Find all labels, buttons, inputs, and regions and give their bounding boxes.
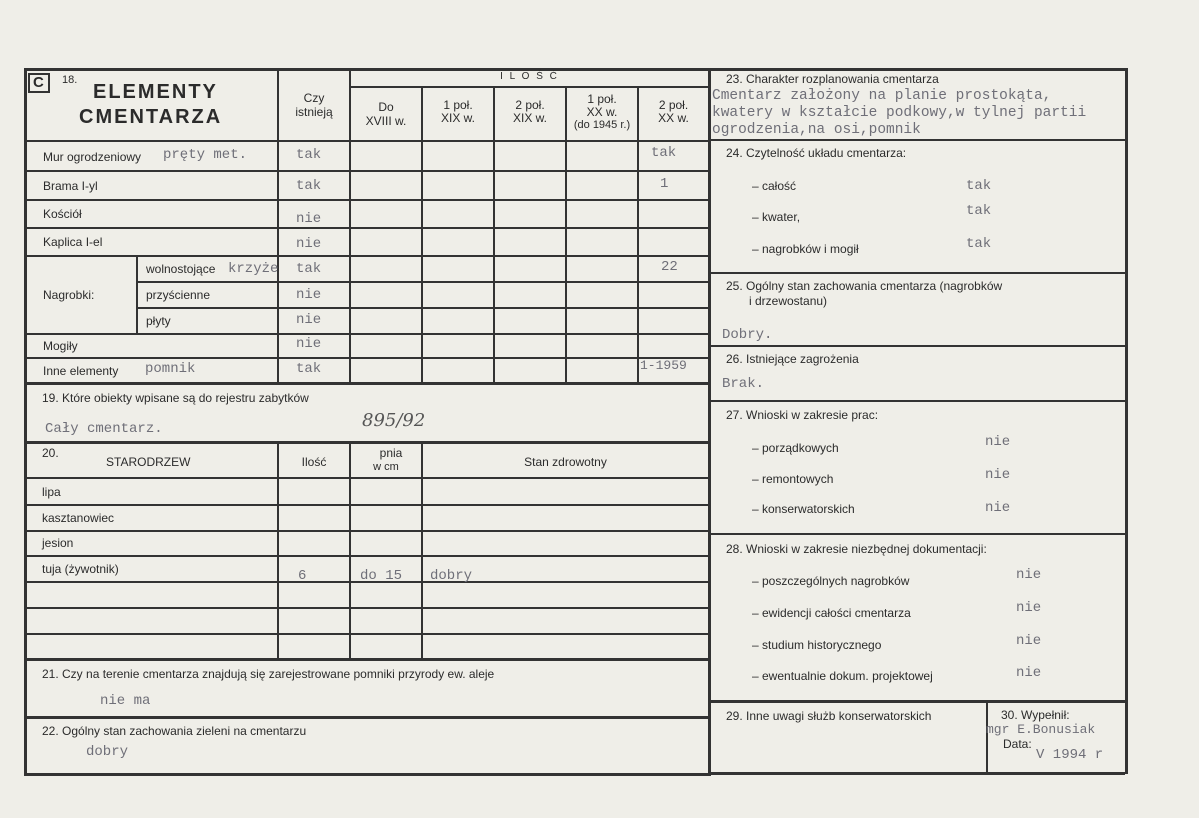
section-30-label: 30. Wypełnił: bbox=[1001, 708, 1070, 722]
section-21-value: nie ma bbox=[100, 693, 151, 709]
typed-mur-czy: tak bbox=[296, 147, 322, 163]
row-label-inne: Inne elementy bbox=[43, 364, 119, 378]
period-label: XX w. bbox=[586, 105, 618, 119]
grid-line bbox=[25, 658, 709, 661]
section-27-label: 27. Wnioski w zakresie prac: bbox=[726, 408, 879, 422]
section-27-item: – remontowych bbox=[752, 472, 834, 486]
period-label: 1 poł. bbox=[587, 92, 617, 106]
frame-middle bbox=[708, 68, 711, 776]
typed-wolno-czy: tak bbox=[296, 261, 322, 277]
grid-line bbox=[25, 199, 709, 201]
tree-name: tuja (żywotnik) bbox=[42, 562, 119, 576]
section-19-handwritten-number: 895/92 bbox=[362, 410, 426, 431]
typed-brama-czy: tak bbox=[296, 178, 322, 194]
grid-line bbox=[710, 700, 1126, 703]
section-28-item: – ewentualnie dokum. projektowej bbox=[752, 669, 933, 683]
section-28-value: nie bbox=[1016, 665, 1042, 681]
section-25-label-line1: 25. Ogólny stan zachowania cmentarza (nagrobków bbox=[726, 279, 1003, 293]
row-label-przyscienne: przyścienne bbox=[146, 288, 211, 302]
grid-line bbox=[350, 86, 709, 88]
frame-left bbox=[24, 68, 27, 776]
grid-line bbox=[25, 255, 709, 257]
grid-line bbox=[25, 530, 709, 532]
grid-line bbox=[25, 357, 709, 359]
section-27-value: nie bbox=[985, 434, 1011, 450]
section-27-value: nie bbox=[985, 500, 1011, 516]
section-30-date-label: Data: bbox=[1003, 737, 1032, 751]
row-label-brama: Brama I-yl bbox=[43, 179, 98, 193]
typed-mur-2pol: tak bbox=[651, 145, 677, 161]
grid-line bbox=[25, 633, 709, 635]
typed-mur-note: pręty met. bbox=[163, 147, 248, 163]
section-18-title-line1: ELEMENTY bbox=[93, 81, 218, 103]
section-20-col-wcm: w cm bbox=[373, 461, 399, 473]
section-23-line1: Cmentarz założony na planie prostokąta, bbox=[712, 88, 1052, 104]
grid-line bbox=[637, 87, 639, 384]
grid-line bbox=[25, 477, 709, 479]
typed-kaplica-czy: nie bbox=[296, 236, 322, 252]
section-20-col-stan: Stan zdrowotny bbox=[524, 455, 607, 469]
row-label-mogily: Mogiły bbox=[43, 339, 78, 353]
typed-tuja-stan: dobry bbox=[430, 568, 473, 584]
grid-line bbox=[25, 716, 709, 719]
section-24-item: – kwater, bbox=[752, 210, 801, 224]
tree-name: lipa bbox=[42, 485, 61, 499]
typed-przys-czy: nie bbox=[296, 287, 322, 303]
corner-letter: C bbox=[33, 74, 44, 91]
section-28-item: – studium historycznego bbox=[752, 638, 882, 652]
section-23-label: 23. Charakter rozplanowania cmentarza bbox=[726, 72, 939, 86]
section-24-value: tak bbox=[966, 178, 992, 194]
period-label: XIX w. bbox=[440, 111, 475, 125]
header-istnieja: istnieją bbox=[295, 105, 333, 119]
row-label-kosciol: Kościół bbox=[43, 207, 82, 221]
period-label: XVIII w. bbox=[365, 114, 407, 128]
grid-line bbox=[25, 140, 709, 142]
row-label-kaplica: Kaplica I-el bbox=[43, 235, 103, 249]
section-28-value: nie bbox=[1016, 567, 1042, 583]
section-28-item: – ewidencji całości cmentarza bbox=[752, 606, 911, 620]
grid-line bbox=[25, 227, 709, 229]
row-label-wolnostojace: wolnostojące bbox=[146, 262, 216, 276]
period-label: XX w. bbox=[658, 111, 689, 125]
grid-line bbox=[493, 87, 495, 384]
frame-bottom-left bbox=[25, 773, 710, 776]
section-20-col-pnia: pnia bbox=[379, 446, 403, 460]
section-27-value: nie bbox=[985, 467, 1011, 483]
grid-line bbox=[710, 533, 1126, 535]
section-28-value: nie bbox=[1016, 600, 1042, 616]
section-19-label: 19. Które obiekty wpisane są do rejestru zabytków bbox=[42, 391, 309, 405]
section-20-number: 20. bbox=[42, 446, 59, 460]
tree-name: kasztanowiec bbox=[42, 511, 115, 525]
section-19-value: Cały cmentarz. bbox=[45, 421, 163, 437]
grid-line bbox=[421, 443, 423, 659]
section-26-value: Brak. bbox=[722, 376, 765, 392]
section-28-label: 28. Wnioski w zakresie niezbędnej dokumentacji: bbox=[726, 542, 987, 556]
grid-line bbox=[137, 281, 709, 283]
section-24-item: – nagrobków i mogił bbox=[752, 242, 859, 256]
typed-inne-note: pomnik bbox=[145, 361, 196, 377]
grid-line bbox=[25, 170, 709, 172]
typed-kosciol-czy: nie bbox=[296, 211, 322, 227]
section-22-label: 22. Ogólny stan zachowania zieleni na cmentarzu bbox=[42, 724, 307, 738]
tree-name: jesion bbox=[42, 536, 74, 550]
typed-tuja-pnia: do 15 bbox=[360, 568, 403, 584]
section-22-value: dobry bbox=[86, 744, 129, 760]
section-27-item: – konserwatorskich bbox=[752, 502, 855, 516]
section-28-value: nie bbox=[1016, 633, 1042, 649]
row-label-nagrobki: Nagrobki: bbox=[43, 288, 95, 302]
typed-inne-czy: tak bbox=[296, 361, 322, 377]
section-25-label-line2: i drzewostanu) bbox=[749, 294, 828, 308]
typed-plyty-czy: nie bbox=[296, 312, 322, 328]
grid-line bbox=[25, 441, 709, 444]
typed-tuja-ilosc: 6 bbox=[298, 568, 307, 584]
typed-brama-2pol: 1 bbox=[660, 176, 669, 192]
section-20-title: STARODRZEW bbox=[106, 455, 191, 469]
grid-line bbox=[421, 87, 423, 384]
grid-line bbox=[710, 345, 1126, 347]
typed-wolno-2pol: 22 bbox=[661, 259, 678, 275]
section-24-label: 24. Czytelność układu cmentarza: bbox=[726, 146, 907, 160]
period-label: 2 poł. bbox=[658, 98, 689, 112]
section-23-line3: ogrodzenia,na osi,pomnik bbox=[712, 122, 921, 138]
grid-line bbox=[25, 504, 709, 506]
section-27-item: – porządkowych bbox=[752, 441, 839, 455]
grid-line bbox=[710, 400, 1126, 402]
period-label: (do 1945 r.) bbox=[573, 119, 631, 131]
grid-line bbox=[25, 382, 709, 385]
frame-right bbox=[1125, 68, 1128, 774]
typed-mogily-czy: nie bbox=[296, 336, 322, 352]
grid-line bbox=[349, 443, 351, 659]
grid-line bbox=[710, 139, 1126, 141]
header-czy: Czy bbox=[303, 91, 325, 105]
grid-line bbox=[25, 555, 709, 557]
grid-line bbox=[25, 607, 709, 609]
typed-wolno-note: krzyże bbox=[228, 261, 279, 277]
section-24-item: – całość bbox=[752, 179, 797, 193]
grid-line bbox=[136, 255, 138, 333]
section-18-title-line2: CMENTARZA bbox=[79, 106, 223, 128]
section-30-name: mgr E.Bonusiak bbox=[986, 722, 1096, 737]
typed-inne-2pol: 1-1959 bbox=[640, 358, 687, 373]
section-28-item: – poszczególnych nagrobków bbox=[752, 574, 910, 588]
grid-line bbox=[25, 333, 709, 335]
section-21-label: 21. Czy na terenie cmentarza znajdują się zarejestrowane pomniki przyrody ew. aleje bbox=[42, 667, 495, 681]
grid-line bbox=[137, 307, 709, 309]
period-label: 2 poł. bbox=[515, 98, 545, 112]
section-30-date: V 1994 r bbox=[1036, 747, 1104, 763]
frame-bottom-right bbox=[710, 772, 1125, 775]
section-24-value: tak bbox=[966, 203, 992, 219]
grid-line bbox=[277, 443, 279, 659]
period-label: Do bbox=[378, 100, 394, 114]
section-23-line2: kwatery w kształcie podkowy,w tylnej partii bbox=[712, 105, 1087, 121]
section-18-number: 18. bbox=[62, 74, 78, 86]
grid-line bbox=[710, 272, 1126, 274]
row-label-mur: Mur ogrodzeniowy bbox=[43, 150, 142, 164]
section-20-col-ilosc: Ilość bbox=[301, 455, 327, 469]
section-29-label: 29. Inne uwagi służb konserwatorskich bbox=[726, 709, 932, 723]
header-ilosc: I L O Ś Ć bbox=[500, 71, 559, 82]
period-label: 1 poł. bbox=[443, 98, 473, 112]
section-24-value: tak bbox=[966, 236, 992, 252]
section-25-value: Dobry. bbox=[722, 327, 773, 343]
row-label-plyty: płyty bbox=[146, 314, 171, 328]
section-26-label: 26. Istniejące zagrożenia bbox=[726, 352, 859, 366]
period-label: XIX w. bbox=[512, 111, 547, 125]
